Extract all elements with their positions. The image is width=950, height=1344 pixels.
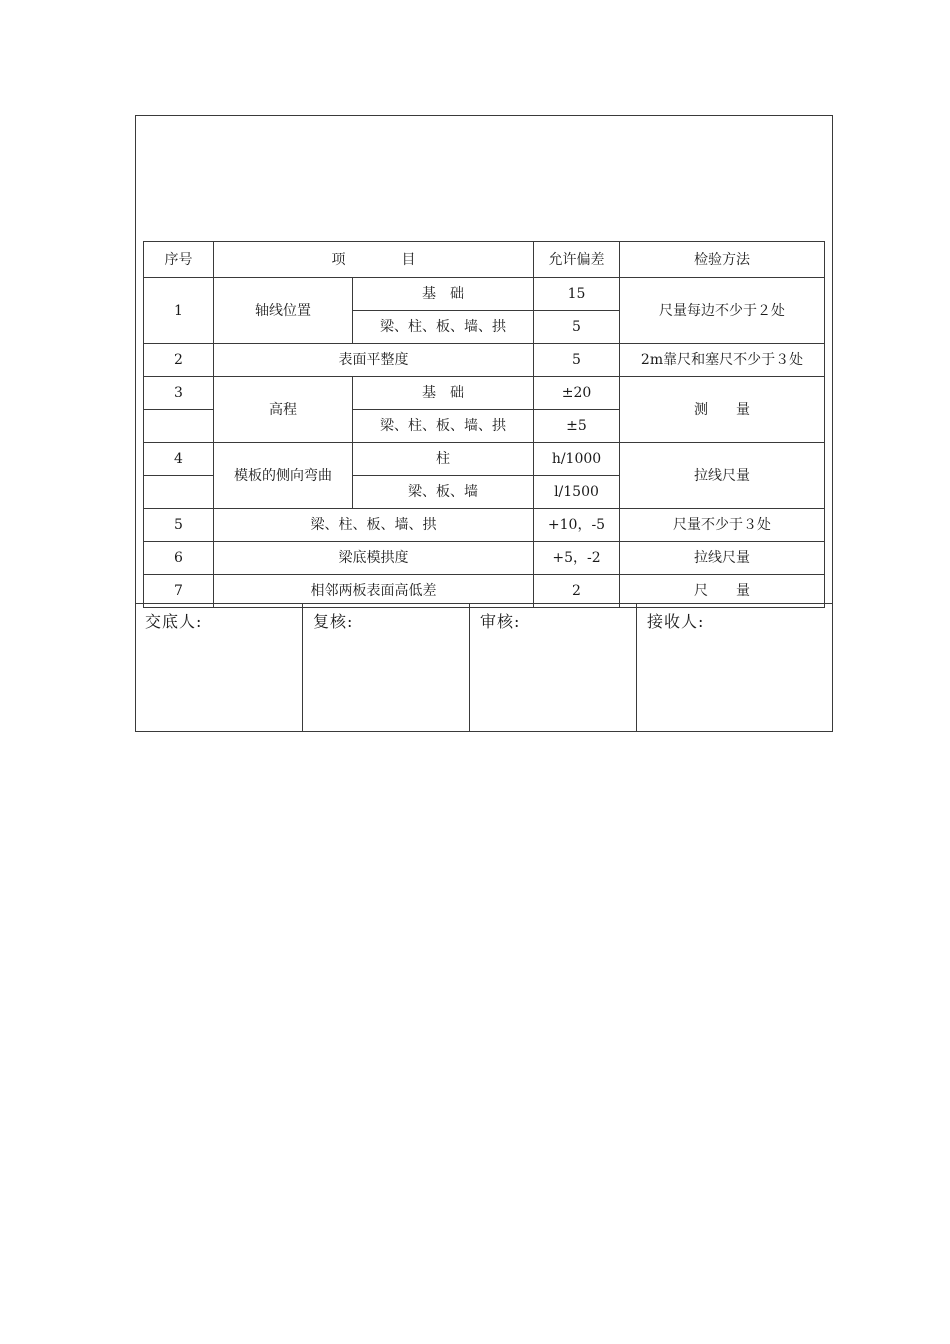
table-row <box>144 443 825 476</box>
signature-receiver-label: 接收人: <box>647 612 705 631</box>
row5-method: 尺量不少于３处 <box>620 509 825 542</box>
header-method: 检验方法 <box>620 242 825 278</box>
row6-seq: 6 <box>144 542 214 575</box>
row5-item: 梁、柱、板、墙、拱 <box>214 509 534 542</box>
row3-sub-a: 基 础 <box>353 377 534 410</box>
table-row <box>144 278 825 311</box>
row6-item: 梁底模拱度 <box>214 542 534 575</box>
signature-review[interactable] <box>303 604 470 732</box>
table-row <box>144 542 825 575</box>
signature-receiver[interactable] <box>637 604 833 732</box>
row1-tol-b: 5 <box>534 311 620 344</box>
row2-tol: 5 <box>534 344 620 377</box>
row1-sub-a: 基 础 <box>353 278 534 311</box>
row4-sub-a: 柱 <box>353 443 534 476</box>
signature-handover[interactable] <box>135 604 303 732</box>
row7-method: 尺 量 <box>620 575 825 608</box>
row2-seq: 2 <box>144 344 214 377</box>
row4-seq: 4 <box>144 443 214 476</box>
header-item: 项 目 <box>214 242 534 278</box>
signature-audit[interactable] <box>470 604 637 732</box>
signature-handover-label: 交底人: <box>145 612 203 631</box>
row6-tol: +5，-2 <box>534 542 620 575</box>
row4-seq-empty <box>144 476 214 509</box>
row3-seq: 3 <box>144 377 214 410</box>
row5-tol: +10，-5 <box>534 509 620 542</box>
tolerance-table <box>143 241 825 608</box>
row4-sub-b: 梁、板、墙 <box>353 476 534 509</box>
row4-method: 拉线尺量 <box>620 443 825 509</box>
row4-tol-a: h/1000 <box>534 443 620 476</box>
signature-audit-label: 审核: <box>480 612 521 631</box>
row6-method: 拉线尺量 <box>620 542 825 575</box>
table-row <box>144 377 825 410</box>
row1-sub-b: 梁、柱、板、墙、拱 <box>353 311 534 344</box>
row3-sub-b: 梁、柱、板、墙、拱 <box>353 410 534 443</box>
row2-item: 表面平整度 <box>214 344 534 377</box>
row2-method: 2m靠尺和塞尺不少于３处 <box>620 344 825 377</box>
row3-seq-empty <box>144 410 214 443</box>
row4-tol-b: l/1500 <box>534 476 620 509</box>
row5-seq: 5 <box>144 509 214 542</box>
row3-tol-a: ±20 <box>534 377 620 410</box>
signature-row <box>135 603 833 732</box>
row7-tol: 2 <box>534 575 620 608</box>
row1-item: 轴线位置 <box>214 278 353 344</box>
table-row <box>144 344 825 377</box>
table-header-row <box>144 242 825 278</box>
row3-method: 测 量 <box>620 377 825 443</box>
table-row <box>144 509 825 542</box>
header-tolerance: 允许偏差 <box>534 242 620 278</box>
row3-tol-b: ±5 <box>534 410 620 443</box>
row1-method: 尺量每边不少于２处 <box>620 278 825 344</box>
signature-review-label: 复核: <box>313 612 354 631</box>
row1-seq: 1 <box>144 278 214 344</box>
header-seq: 序号 <box>144 242 214 278</box>
row1-tol-a: 15 <box>534 278 620 311</box>
row4-item: 模板的侧向弯曲 <box>214 443 353 509</box>
row3-item: 高程 <box>214 377 353 443</box>
row7-seq: 7 <box>144 575 214 608</box>
row7-item: 相邻两板表面高低差 <box>214 575 534 608</box>
